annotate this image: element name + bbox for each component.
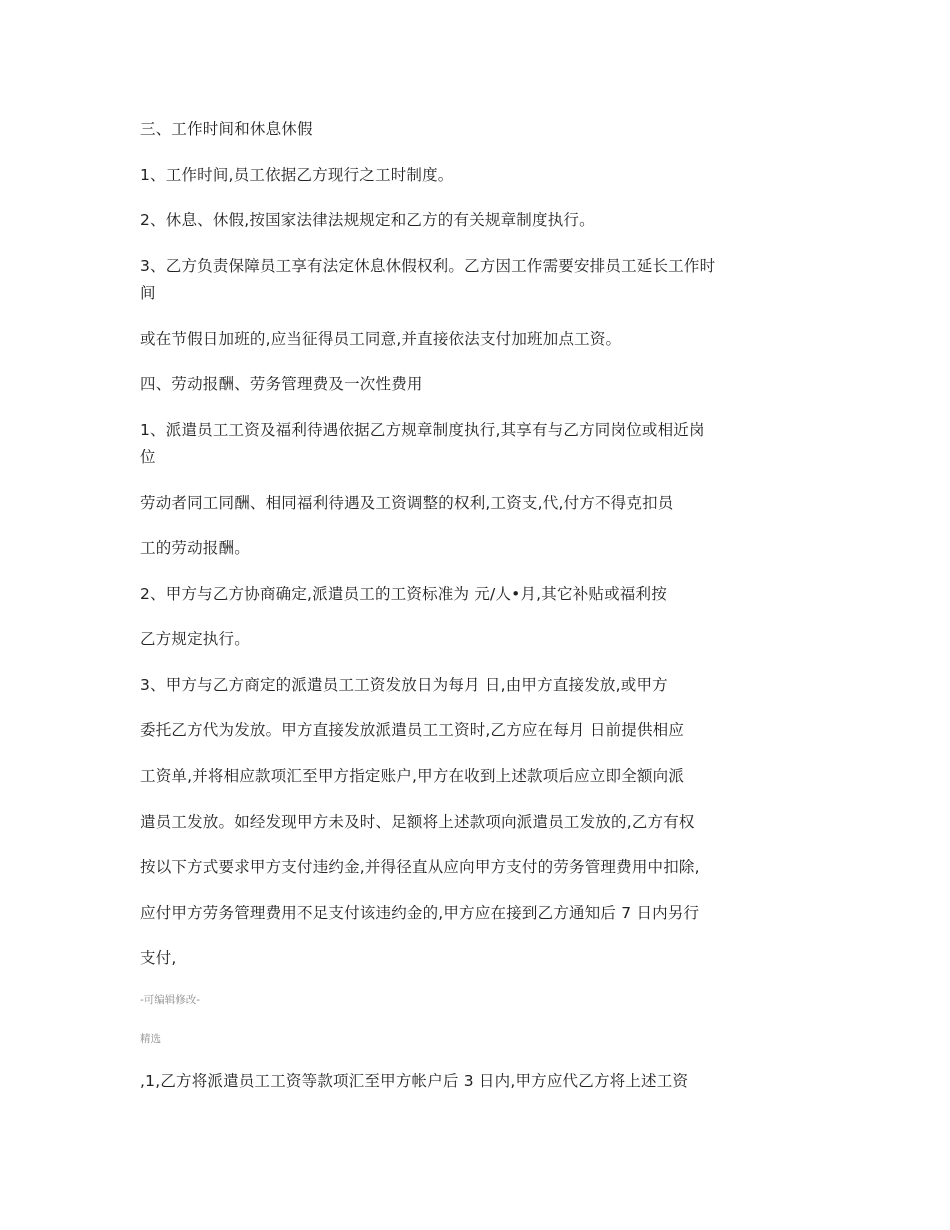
paragraph-line: 委托乙方代为发放。甲方直接发放派遣员工工资时,乙方应在每月 日前提供相应 [140, 721, 685, 739]
paragraph-line: 1、派遣员工工资及福利待遇依据乙方规章制度执行,其享有与乙方同岗位或相近岗 [140, 421, 705, 439]
paragraph-line: 按以下方式要求甲方支付违约金,并得径直从应向甲方支付的劳务管理费用中扣除, [140, 858, 700, 876]
section-heading-remuneration: 四、劳动报酬、劳务管理费及一次性费用 [140, 375, 423, 393]
paragraph-line: 支付, [140, 949, 177, 967]
paragraph-line: 3、甲方与乙方商定的派遣员工工资发放日为每月 日,由甲方直接发放,或甲方 [140, 676, 668, 694]
paragraph-line-continued: ,1,乙方将派遣员工工资等款项汇至甲方帐户后 3 日内,甲方应代乙方将上述工资 [140, 1072, 689, 1090]
paragraph-line: 工的劳动报酬。 [140, 539, 250, 557]
paragraph-line: 工资单,并将相应款项汇至甲方指定账户,甲方在收到上述款项后应立即全额向派 [140, 767, 685, 785]
paragraph-line: 3、乙方负责保障员工享有法定休息休假权利。乙方因工作需要安排员工延长工作时 [140, 257, 716, 275]
paragraph-line: 位 [140, 448, 156, 466]
paragraph-line: 或在节假日加班的,应当征得员工同意,并直接依法支付加班加点工资。 [140, 330, 622, 348]
paragraph-line: 间 [140, 284, 156, 302]
header-note: 精选 [140, 1033, 161, 1045]
footer-note: -可编辑修改- [140, 994, 201, 1006]
paragraph-line: 遣员工发放。如经发现甲方未及时、足额将上述款项向派遣员工发放的,乙方有权 [140, 813, 695, 831]
paragraph-line: 应付甲方劳务管理费用不足支付该违约金的,甲方应在接到乙方通知后 7 日内另行 [140, 904, 700, 922]
paragraph-line: 劳动者同工同酬、相同福利待遇及工资调整的权利,工资支,代,付方不得克扣员 [140, 494, 674, 512]
paragraph-line: 2、甲方与乙方协商确定,派遣员工的工资标准为 元/人•月,其它补贴或福利按 [140, 585, 667, 603]
paragraph-line: 2、休息、休假,按国家法律法规规定和乙方的有关规章制度执行。 [140, 211, 595, 229]
paragraph-line: 1、工作时间,员工依据乙方现行之工时制度。 [140, 166, 454, 184]
section-heading-work-time: 三、工作时间和休息休假 [140, 120, 313, 138]
paragraph-line: 乙方规定执行。 [140, 630, 250, 648]
